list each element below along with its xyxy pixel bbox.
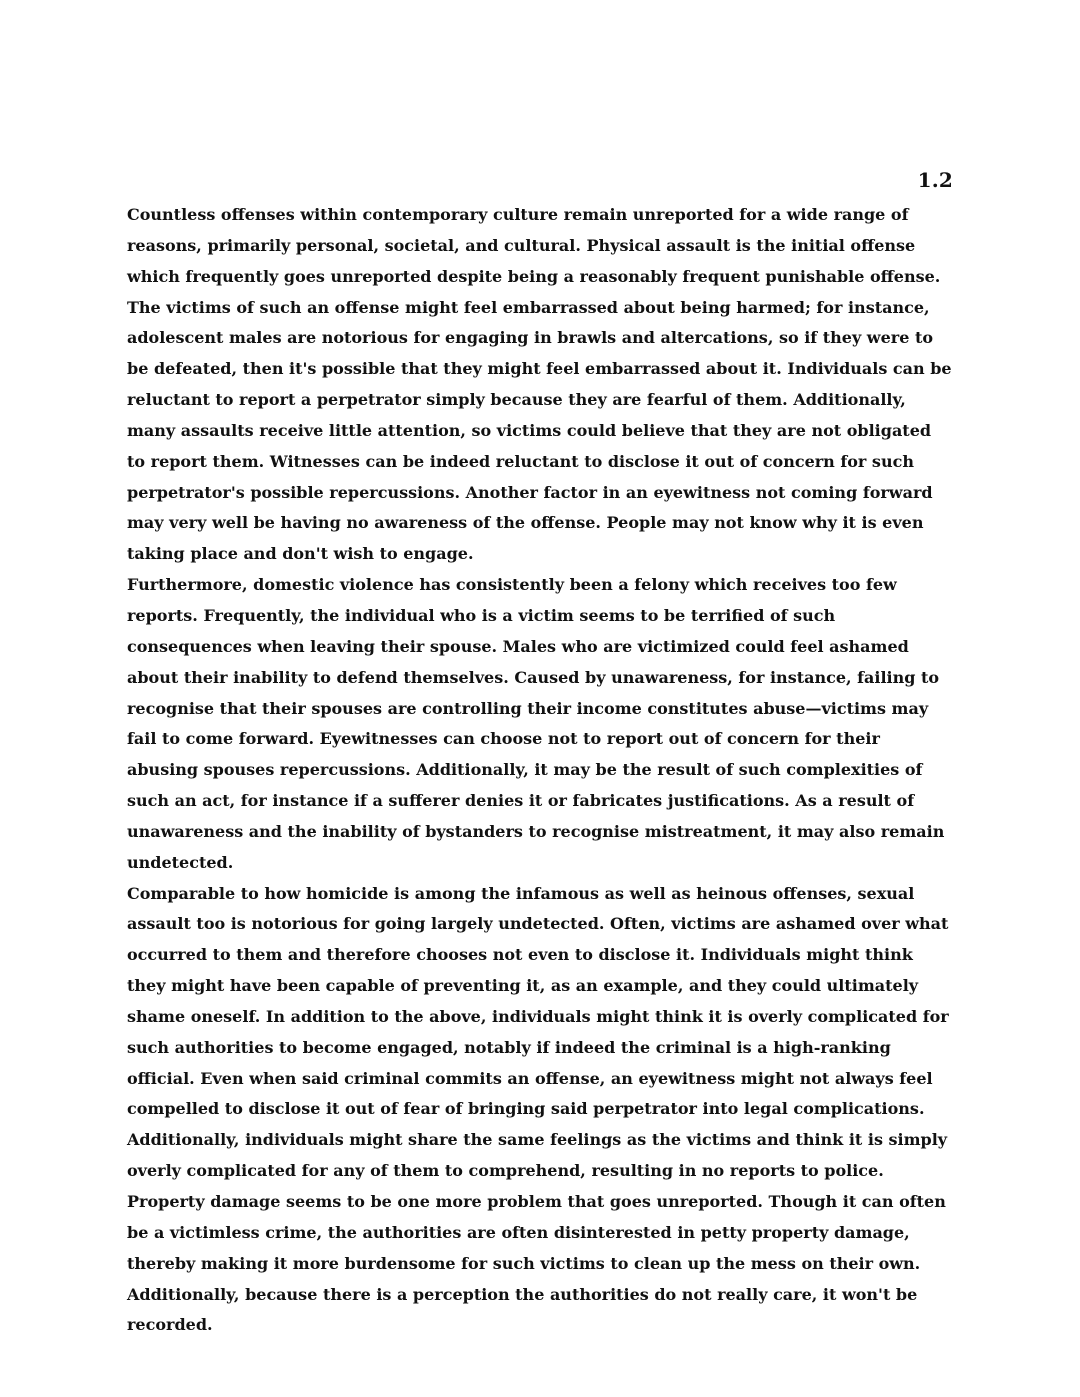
paragraph-domestic-violence: Furthermore, domestic violence has consistently been a felony which receives too few reports. Frequently, the individual who is a victim seems to be terrified of such consequences when leaving their spouse. Males who are victimized could feel ashamed about their inability to defend themselves. Caused by unawareness, for instance, failing to recognise that their spouses are controlling their income constitutes abuse—victims may fail to come forward. Eyewitnesses can choose not to report out of concern for their abusing spouses repercussions. Additionally, it may be the result of such complexities of such an act, for instance if a sufferer denies it or fabricates justifications. As a result of unawareness and the inability of bystanders to recognise mistreatment, it may also remain undetected. xyxy=(127,575,945,872)
paragraph-sexual-assault: Comparable to how homicide is among the infamous as well as heinous offenses, sexual assault too is notorious for going largely undetected. Often, victims are ashamed over what occurred to them and therefore chooses not even to disclose it. Individuals might think they might have been capable of preventing it, as an example, and they could ultimately shame oneself. In addition to the above, individuals might think it is overly complicated for such authorities to become engaged, notably if indeed the criminal is a high-ranking official. Even when said criminal commits an offense, an eyewitness might not always feel compelled to disclose it out of fear of bringing said perpetrator into legal complications. Additionally, individuals might share the same feelings as the victims and think it is simply overly complicated for any of them to comprehend, resulting in no reports to police. xyxy=(127,883,949,1181)
paragraph-property-damage: Property damage seems to be one more problem that goes unreported. Though it can often be a victimless crime, the authorities are often disinterested in petty property damage, thereby making it more burdensome for such victims to clean up the mess on their own. Additionally, because there is a perception the authorities do not really care, it won't be recorded. xyxy=(127,1192,946,1335)
page-number: 1.2 xyxy=(917,168,953,192)
paragraph-physical-assault: Countless offenses within contemporary culture remain unreported for a wide range of reasons, primarily personal, societal, and cultural. Physical assault is the initial offense which frequently goes unreported despite being a reasonably frequent punishable offense. The victims of such an offense might feel embarrassed about being harmed; for instance, adolescent males are notorious for engaging in brawls and altercations, so if they were to be defeated, then it's possible that they might feel embarrassed about it. Individuals can be reluctant to report a perpetrator simply because they are fearful of them. Additionally, many assaults receive little attention, so victims could believe that they are not obligated to report them. Witnesses can be indeed reluctant to disclose it out of concern for such perpetrator's possible repercussions. Another factor in an eyewitness not coming forward may very well be having no awareness of the offense. People may not know why it is even taking place and don't wish to engage. xyxy=(127,205,952,564)
document-body xyxy=(127,200,953,1341)
